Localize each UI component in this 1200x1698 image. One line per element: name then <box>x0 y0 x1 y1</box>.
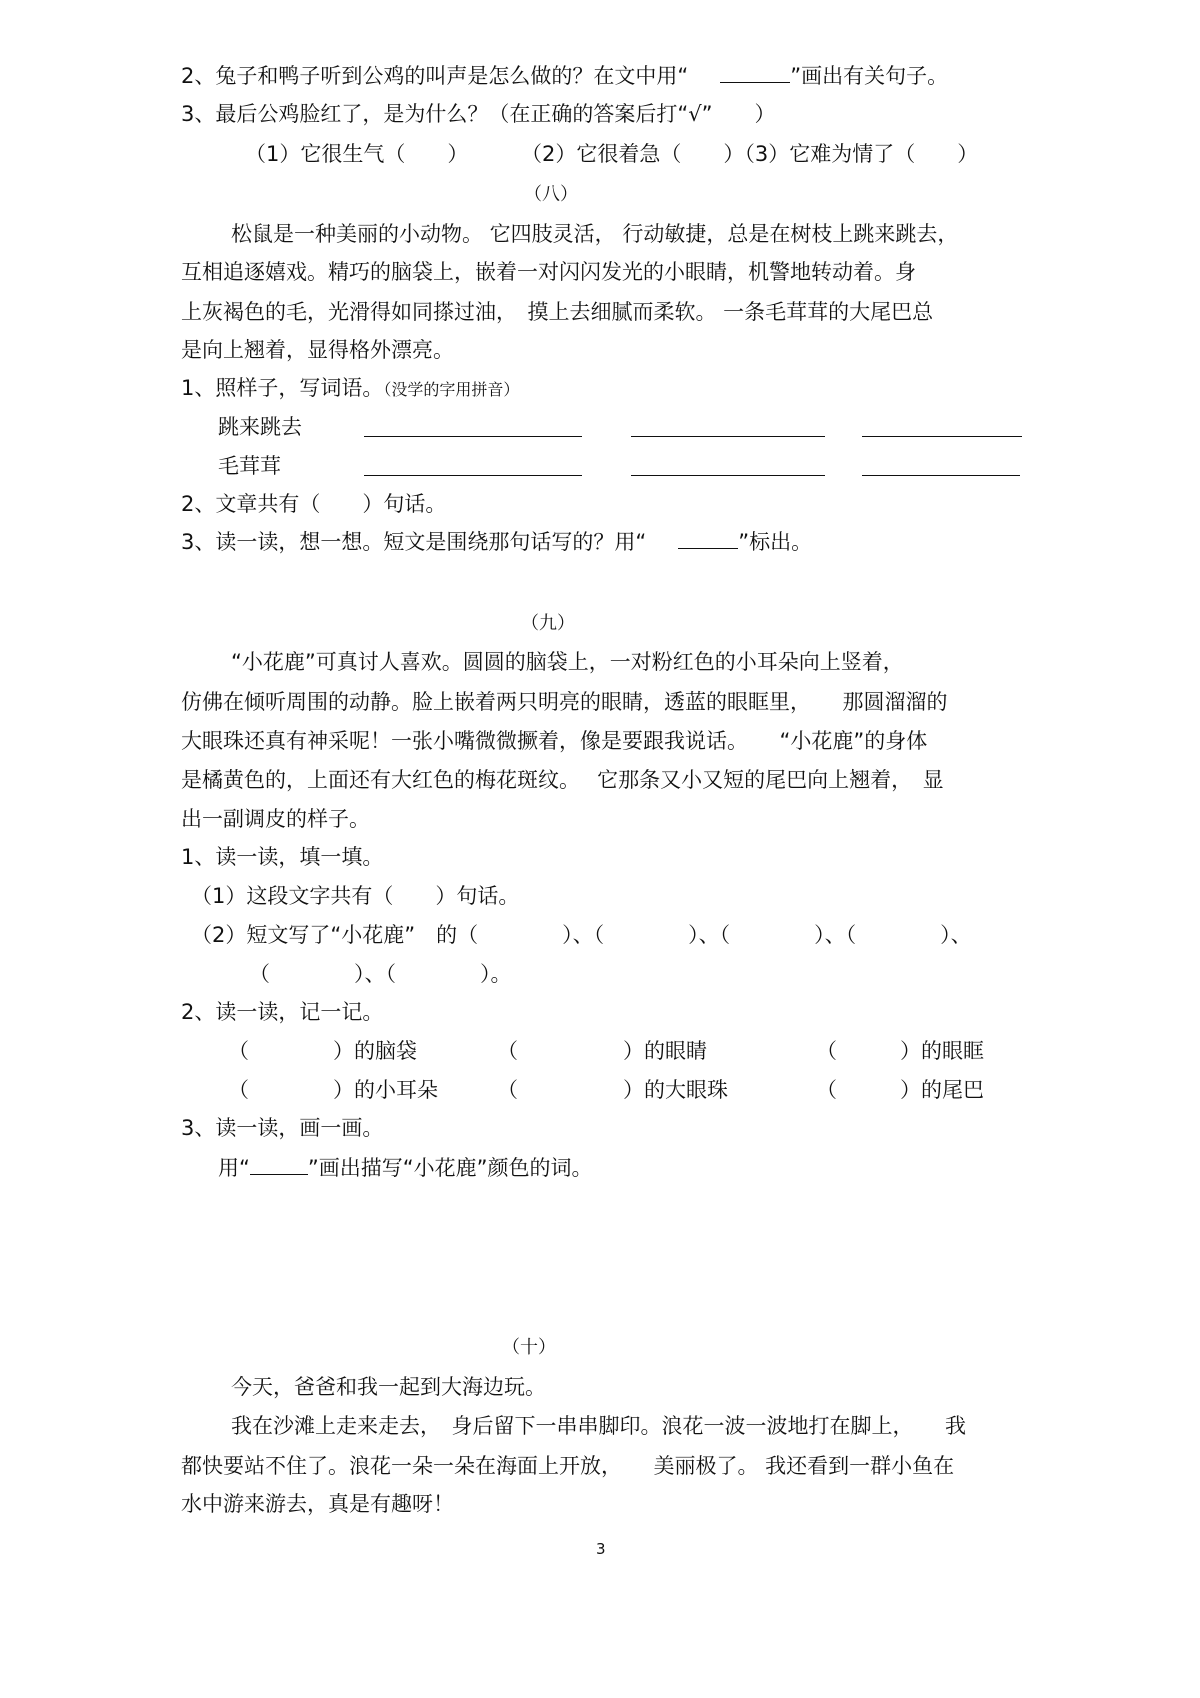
example-word-1: 跳来跳去 <box>218 415 302 439</box>
underline-blank[interactable] <box>250 1156 308 1175</box>
question-9-2: 2、读一读，记一记。 <box>181 1000 384 1024</box>
passage-10-line-3: 都快要站不住了。浪花一朵一朵在海面上开放， 美丽极了。 我还看到一群小鱼在 <box>181 1454 955 1478</box>
question-8-3: 3、读一读，想一想。短文是围绕那句话写的？用“ ”标出。 <box>181 530 813 554</box>
passage-9-line-4: 是橘黄色的，上面还有大红色的梅花斑纹。 它那条又小又短的尾巴向上翘着， 显 <box>181 768 944 792</box>
passage-9-line-3: 大眼珠还真有神采呢！一张小嘴微微撅着，像是要跟我说话。 “小花鹿”的身体 <box>181 729 928 753</box>
passage-8-line-3: 上灰褐色的毛，光滑得如同搽过油， 摸上去细腻而柔软。 一条毛茸茸的大尾巴总 <box>181 300 934 324</box>
example-word-2: 毛茸茸 <box>218 454 281 478</box>
answer-line[interactable] <box>364 475 582 476</box>
fill-item: （ ）的眼眶 <box>816 1039 984 1063</box>
question-8-1: 1、照样子，写词语。（没学的字用拼音） <box>181 376 520 400</box>
answer-line[interactable] <box>862 475 1020 476</box>
underline-blank[interactable] <box>720 64 790 83</box>
question-8-2: 2、文章共有（ ）句话。 <box>181 492 447 516</box>
question-9-1-2-cont: （ ）、（ ）。 <box>249 962 512 986</box>
option-2-3: （2）它很着急（ ）（3）它难为情了（ ） <box>521 142 979 166</box>
underline-blank[interactable] <box>678 530 738 549</box>
passage-10-line-4: 水中游来游去，真是有趣呀！ <box>181 1492 454 1516</box>
note: （没学的字用拼音） <box>383 380 520 399</box>
section-heading-10: （十） <box>502 1337 556 1358</box>
answer-line[interactable] <box>862 436 1022 437</box>
passage-8-line-2: 互相追逐嬉戏。精巧的脑袋上，嵌着一对闪闪发光的小眼睛，机警地转动着。身 <box>181 260 916 284</box>
section-heading-8: （八） <box>524 184 578 205</box>
question-9-1-1: （1）这段文字共有（ ）句话。 <box>191 884 520 908</box>
passage-8-line-1: 松鼠是一种美丽的小动物。 它四肢灵活， 行动敏捷，总是在树枝上跳来跳去， <box>231 222 959 246</box>
passage-9-line-2: 仿佛在倾听周围的动静。脸上嵌着两只明亮的眼睛，透蓝的眼眶里， 那圆溜溜的 <box>181 690 948 714</box>
question-7-2: 2、兔子和鸭子听到公鸡的叫声是怎么做的？在文中用“ ”画出有关句子。 <box>181 64 949 88</box>
question-9-3: 3、读一读，画一画。 <box>181 1116 384 1140</box>
passage-8-line-4: 是向上翘着，显得格外漂亮。 <box>181 338 454 362</box>
answer-line[interactable] <box>631 475 825 476</box>
fill-item: （ ）的脑袋 <box>228 1039 417 1063</box>
passage-9-line-5: 出一副调皮的样子。 <box>181 807 370 831</box>
question-9-3-instruction: 用“ ”画出描写“小花鹿”颜色的词。 <box>218 1156 593 1180</box>
fill-item: （ ）的大眼珠 <box>497 1078 728 1102</box>
question-9-1-2: （2）短文写了“小花鹿” 的（ ）、（ ）、（ ）、（ ）、 <box>191 923 972 947</box>
fill-item: （ ）的眼睛 <box>497 1039 707 1063</box>
section-heading-9: （九） <box>521 613 575 634</box>
page-number: 3 <box>596 1540 606 1558</box>
question-9-1: 1、读一读，填一填。 <box>181 845 384 869</box>
question-7-3: 3、最后公鸡脸红了，是为什么？（在正确的答案后打“√” ） <box>181 102 776 126</box>
passage-9-line-1: “小花鹿”可真讨人喜欢。圆圆的脑袋上，一对粉红色的小耳朵向上竖着， <box>231 650 904 674</box>
answer-line[interactable] <box>364 436 582 437</box>
option-1: （1）它很生气（ ） <box>245 142 469 166</box>
fill-item: （ ）的小耳朵 <box>228 1078 438 1102</box>
answer-line[interactable] <box>631 436 825 437</box>
passage-10-line-1: 今天，爸爸和我一起到大海边玩。 <box>231 1375 546 1399</box>
fill-item: （ ）的尾巴 <box>816 1078 984 1102</box>
passage-10-line-2: 我在沙滩上走来走去， 身后留下一串串脚印。浪花一波一波地打在脚上， 我 <box>231 1414 966 1438</box>
